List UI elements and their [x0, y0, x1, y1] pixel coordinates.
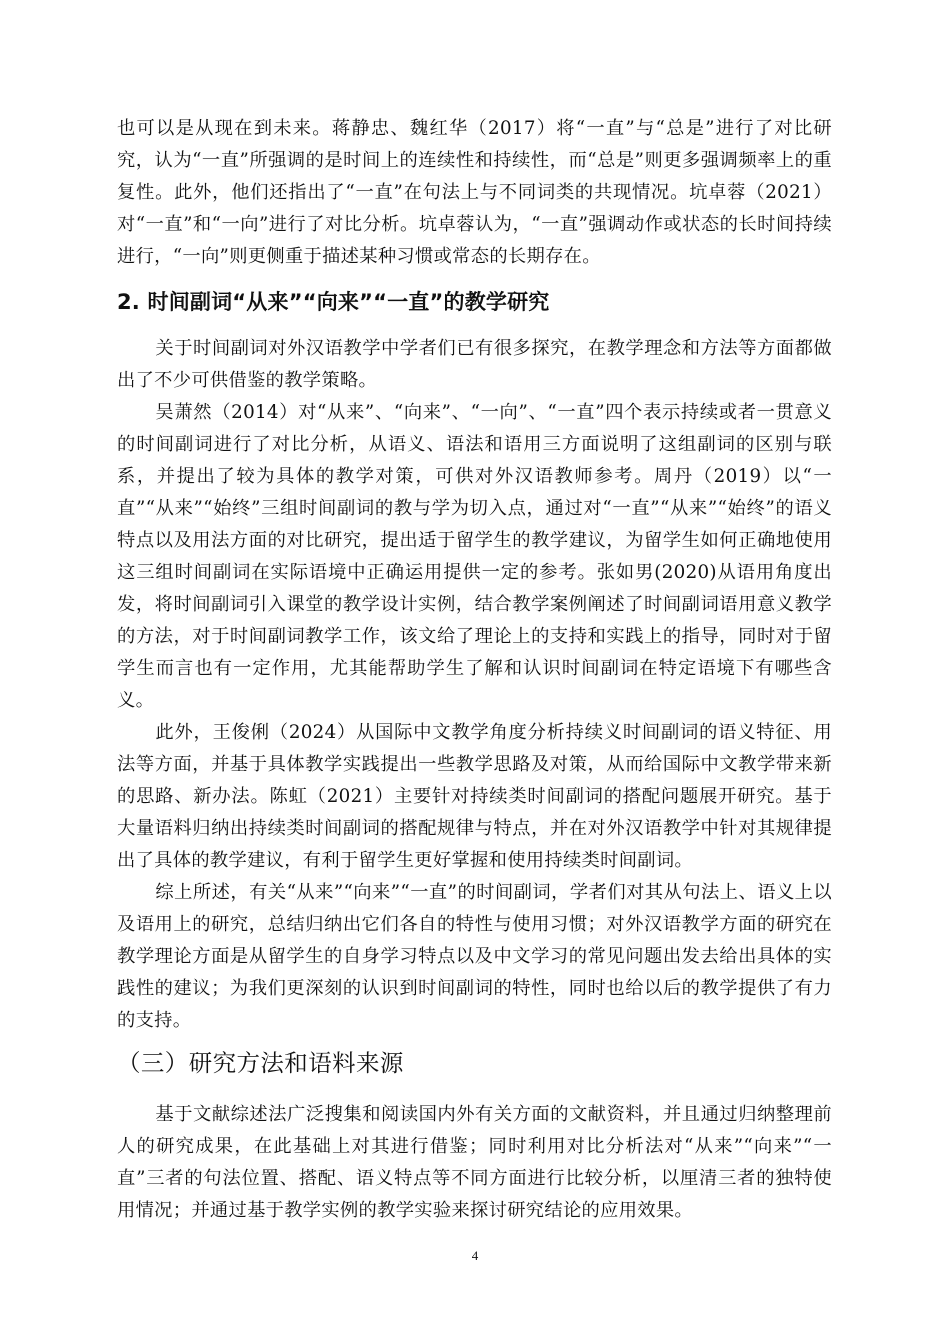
section-heading-teaching-research: 2. 时间副词“从来”“向来”“一直”的教学研究	[117, 290, 550, 314]
document-page	[117, 113, 832, 1227]
paragraph: 吴萧然（2014）对“从来”、“向来”、“一向”、“一直”四个表示持续或者一贯意义的时间副词进行了对比分析，从语义、语法和语用三方面说明了这组副词的区别与联系，并提出了较为具体的教学对策，可供对外汉语教师参考。周丹（2019）以“一直”“从来”“始终”三组时间副词的教与学为切入点，通过对“一直”“从来”“始终”的语义特点以及用法方面的对比研究，提出适于留学生的教学建议，为留学生如何正确地使用这三组时间副词在实际语境中正确运用提供一定的参考。张如男(2020)从语用角度出发，将时间副词引入课堂的教学设计实例，结合教学案例阐述了时间副词语用意义教学的方法，对于时间副词教学工作，该文给了理论上的支持和实践上的指导，同时对于留学生而言也有一定作用，尤其能帮助学生了解和认识时间副词在特定语境下有哪些含义。	[117, 402, 832, 711]
paragraph: 关于时间副词对外汉语教学中学者们已有很多探究，在教学理念和方法等方面都做出了不少可供借鉴的教学策略。	[117, 338, 832, 391]
page-number: 4	[471, 1248, 479, 1263]
paragraph-continued: 也可以是从现在到未来。蒋静忠、魏红华（2017）将“一直”与“总是”进行了对比研究，认为“一直”所强调的是时间上的连续性和持续性，而“总是”则更多强调频率上的重复性。此外，他们还指出了“一直”在句法上与不同词类的共现情况。坑卓蓉（2021）对“一直”和“一向”进行了对比分析。坑卓蓉认为，“一直”强调动作或状态的长时间持续进行，“一向”则更侧重于描述某种习惯或常态的长期存在。	[117, 118, 832, 267]
section-heading-methods: （三）研究方法和语料来源	[117, 1049, 404, 1077]
paragraph: 综上所述，有关“从来”“向来”“一直”的时间副词，学者们对其从句法上、语义上以及语用上的研究，总结归纳出它们各自的特性与使用习惯；对外汉语教学方面的研究在教学理论方面是从留学生的自身学习特点以及中文学习的常见问题出发去给出具体的实践性的建议；为我们更深刻的认识到时间副词的特性，同时也给以后的教学提供了有力的支持。	[117, 882, 832, 1031]
paragraph: 基于文献综述法广泛搜集和阅读国内外有关方面的文献资料，并且通过归纳整理前人的研究成果，在此基础上对其进行借鉴；同时利用对比分析法对“从来”“向来”“一直”三者的句法位置、搭配、语义特点等不同方面进行比较分析，以厘清三者的独特使用情况；并通过基于教学实例的教学实验来探讨研究结论的应用效果。	[117, 1104, 832, 1221]
paragraph: 此外，王俊俐（2024）从国际中文教学角度分析持续义时间副词的语义特征、用法等方面，并基于具体教学实践提出一些教学思路及对策，从而给国际中文教学带来新的思路、新办法。陈虹（2021）主要针对持续类时间副词的搭配问题展开研究。基于大量语料归纳出持续类时间副词的搭配规律与特点，并在对外汉语教学中针对其规律提出了具体的教学建议，有利于留学生更好掌握和使用持续类时间副词。	[117, 722, 832, 871]
